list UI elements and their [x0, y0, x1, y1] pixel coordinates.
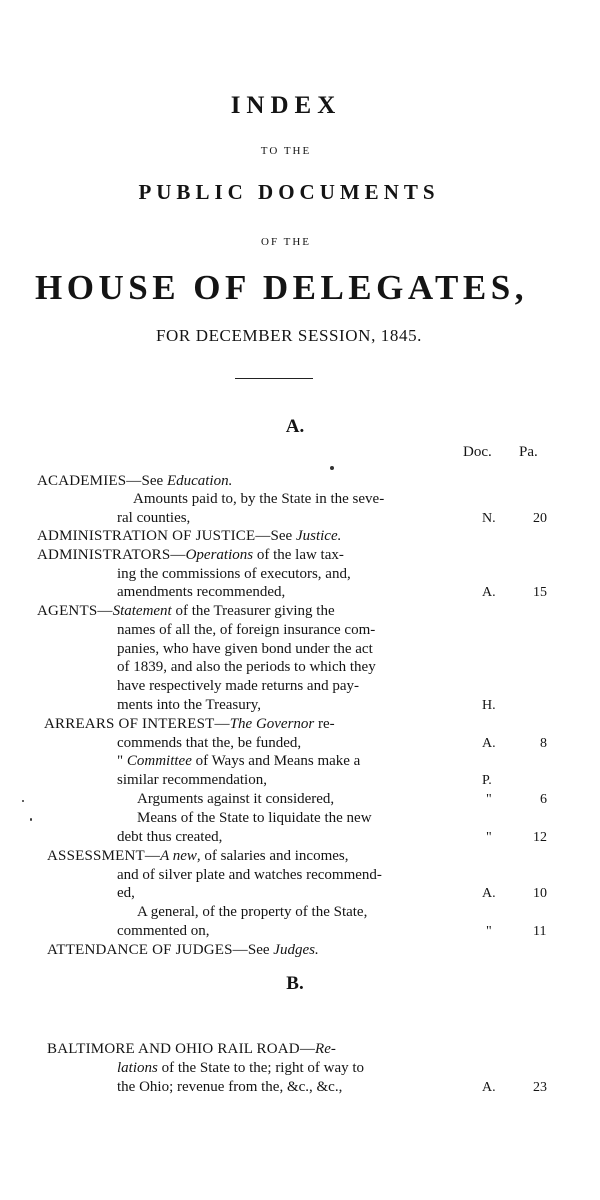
entry-text: Arguments against it considered,	[137, 791, 335, 807]
entry-text: Means of the State to liquidate the new	[137, 810, 372, 826]
document-reference: P.	[482, 773, 492, 788]
entry-italic-text: Operations	[185, 547, 254, 563]
entry-cross-reference: Education.	[166, 473, 233, 489]
index-entry-line	[117, 1078, 342, 1097]
page-reference: 11	[533, 924, 547, 939]
session-subtitle: FOR DECEMBER SESSION, 1845.	[155, 326, 423, 345]
index-entry-heading	[37, 527, 341, 546]
ink-speck	[30, 818, 32, 821]
index-entry-heading	[37, 602, 335, 621]
index-entry-heading	[47, 941, 319, 960]
index-entry-line	[117, 640, 373, 659]
house-of-delegates-heading: HOUSE OF DELEGATES,	[35, 268, 528, 307]
index-entry-line	[137, 903, 367, 922]
entry-text: of Ways and Means make a	[191, 753, 361, 769]
entry-text: ed,	[117, 885, 135, 901]
ditto-mark: "	[117, 753, 127, 769]
doc-column-header: Doc.	[463, 444, 492, 460]
entry-text: of the State to the; right of way to	[157, 1060, 365, 1076]
entry-text: have respectively made returns and pay-	[117, 678, 359, 694]
index-entry-line	[137, 809, 372, 828]
entry-text: similar recommendation,	[117, 772, 267, 788]
index-entry-line	[117, 752, 360, 771]
entry-keyword: ASSESSMENT—	[47, 848, 161, 864]
document-reference: A.	[482, 585, 496, 600]
index-entry-heading	[37, 472, 232, 491]
entry-keyword: ADMINISTRATION OF JUSTICE—	[37, 528, 271, 544]
index-entry-line	[117, 922, 209, 941]
page-reference: 6	[540, 792, 547, 807]
index-entry-line	[117, 621, 375, 640]
page-reference: 23	[533, 1080, 547, 1095]
document-reference: A.	[482, 736, 496, 751]
entry-text: commented on,	[117, 923, 210, 939]
index-entry-line	[117, 884, 135, 903]
entry-keyword: ATTENDANCE OF JUDGES—	[47, 942, 248, 958]
entry-text: the Ohio; revenue from the, &c., &c.,	[117, 1079, 343, 1095]
of-the-line: OF THE	[261, 236, 311, 248]
index-entry-line	[133, 490, 384, 509]
document-reference: "	[486, 924, 492, 939]
entry-text: commends that the, be funded,	[117, 735, 302, 751]
entry-text: re-	[314, 716, 335, 732]
document-reference: A.	[482, 1080, 496, 1095]
entry-text: See	[141, 473, 167, 489]
entry-text: ing the commissions of executors, and,	[117, 566, 351, 582]
entry-italic-text: Committee	[126, 753, 192, 769]
index-title: INDEX	[230, 92, 342, 119]
entry-text: , of salaries and incomes,	[196, 848, 349, 864]
index-entry-heading	[47, 1040, 336, 1059]
entry-keyword: AGENTS—	[37, 603, 113, 619]
entry-text: See	[270, 528, 296, 544]
section-letter-a: A.	[285, 416, 305, 437]
index-entry-line	[137, 790, 334, 809]
index-entry-line	[117, 658, 376, 677]
entry-keyword: BALTIMORE AND OHIO RAIL ROAD—	[47, 1041, 316, 1057]
index-entry-line	[117, 866, 382, 885]
index-entry-line	[117, 771, 267, 790]
index-entry-line	[117, 583, 285, 602]
document-reference: A.	[482, 886, 496, 901]
section-letter-b: B.	[286, 973, 304, 994]
ink-speck	[22, 800, 24, 802]
entry-text: A general, of the property of the State,	[137, 904, 368, 920]
entry-italic-text: A new	[160, 848, 197, 864]
entry-text: Amounts paid to, by the State in the seve-	[133, 491, 385, 507]
entry-italic-text: The Governor	[229, 716, 315, 732]
entry-text: See	[247, 942, 274, 958]
entry-italic-text: Re-	[315, 1041, 336, 1057]
document-reference: "	[486, 792, 492, 807]
title-rule	[235, 378, 313, 379]
page-reference: 15	[533, 585, 547, 600]
entry-cross-reference: Judges.	[273, 942, 319, 958]
page-reference: 12	[533, 830, 547, 845]
index-entry-heading	[37, 546, 344, 565]
entry-text: of 1839, and also the periods to which they	[117, 659, 376, 675]
page-column-header: Pa.	[519, 444, 538, 460]
index-entry-line	[117, 677, 359, 696]
document-reference: H.	[482, 698, 496, 713]
entry-text: names of all the, of foreign insurance com-	[117, 622, 376, 638]
entry-italic-text: lations	[117, 1060, 158, 1076]
document-reference: "	[486, 830, 492, 845]
entry-text: panies, who have given bond under the act	[117, 641, 373, 657]
entry-text: of the Treasurer giving the	[171, 603, 335, 619]
entry-cross-reference: Justice.	[295, 528, 342, 544]
document-reference: N.	[482, 511, 496, 526]
entry-text: ments into the Treasury,	[117, 697, 262, 713]
public-documents-heading: PUBLIC DOCUMENTS	[138, 180, 440, 204]
entry-text: and of silver plate and watches recommend-	[117, 867, 382, 883]
index-entry-line	[117, 565, 351, 584]
ink-speck	[330, 466, 334, 470]
index-entry-heading	[44, 715, 335, 734]
entry-text: of the law tax-	[253, 547, 344, 563]
page-reference: 8	[540, 736, 547, 751]
to-the-line: TO THE	[260, 145, 312, 157]
index-entry-heading	[47, 847, 349, 866]
index-entry-line	[117, 696, 261, 715]
page-reference: 20	[533, 511, 547, 526]
entry-keyword: ACADEMIES—	[37, 473, 142, 489]
entry-keyword: ARREARS OF INTEREST—	[44, 716, 230, 732]
index-entry-line	[117, 734, 301, 753]
entry-text: amendments recommended,	[117, 584, 286, 600]
index-entry-line	[117, 509, 190, 528]
entry-text: ral counties,	[117, 510, 191, 526]
index-entry-line	[117, 828, 222, 847]
entry-keyword: ADMINISTRATORS—	[37, 547, 186, 563]
entry-italic-text: Statement	[112, 603, 172, 619]
entry-text: debt thus created,	[117, 829, 223, 845]
index-entry-line	[117, 1059, 364, 1078]
page-reference: 10	[533, 886, 547, 901]
